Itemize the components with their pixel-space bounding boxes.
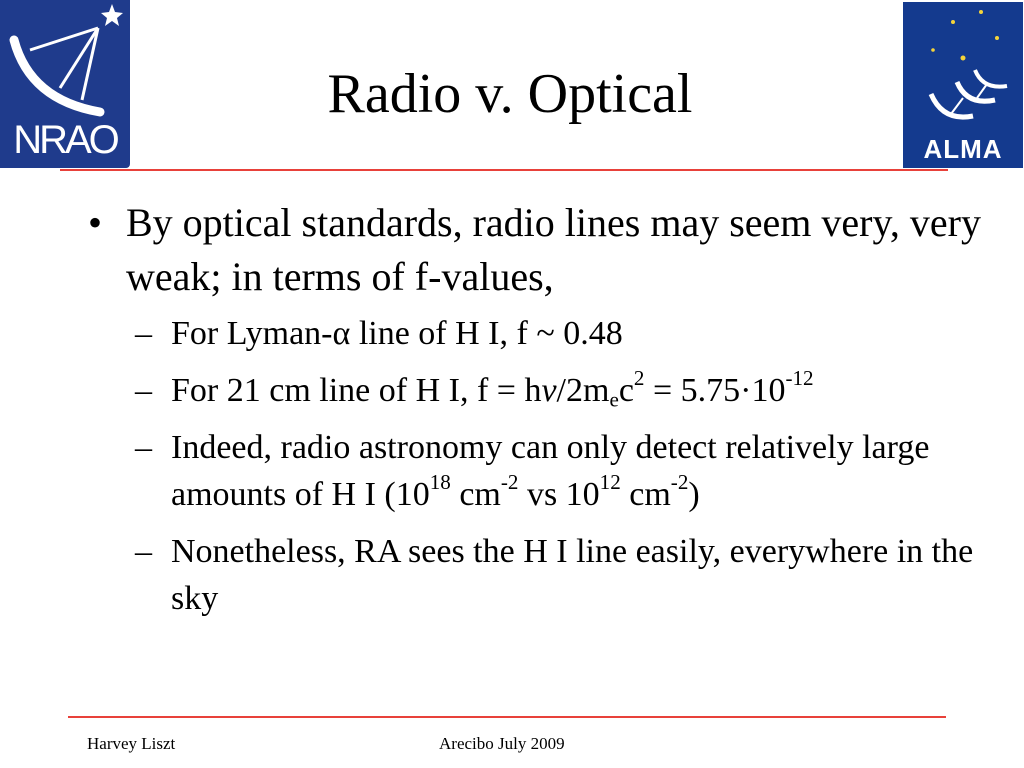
bullet-text: By optical standards, radio lines may seem very, very weak; in terms of f-values, [126, 200, 981, 299]
cm-unit: cm [620, 476, 671, 513]
sub-bullet-detect [88, 424, 988, 518]
nrao-logo [0, 0, 130, 168]
21cm-text-before: For 21 cm line of H I, f = h [171, 372, 542, 409]
title-divider [60, 169, 948, 171]
dash-marker: – [135, 533, 152, 570]
nonetheless-text: Nonetheless, RA sees the H I line easily, everywhere in the sky [171, 533, 974, 617]
exp-18: 18 [429, 470, 451, 495]
dash-marker: – [135, 315, 152, 352]
slide-content [88, 196, 988, 632]
electron-subscript: e [609, 387, 619, 412]
close-paren: ) [688, 476, 700, 513]
footer-divider [68, 716, 946, 718]
lyman-text-before: For Lyman- [171, 315, 333, 352]
alma-logo [903, 2, 1023, 168]
cm-unit: cm [450, 476, 501, 513]
bullet-marker: • [88, 200, 103, 245]
exp-neg2: -2 [500, 470, 519, 495]
squared-superscript: 2 [633, 366, 645, 391]
lyman-text-after: line of H I, f ~ 0.48 [350, 315, 623, 352]
sub-bullet-nonetheless [88, 528, 988, 622]
exp-12: 12 [599, 470, 621, 495]
f-value: = 5.75·10 [644, 372, 786, 409]
footer-author: Harvey Liszt [87, 734, 176, 753]
nu-symbol: ν [541, 372, 557, 409]
detect-text-before: Indeed, radio astronomy can only detect relatively large amounts of H I (10 [171, 429, 930, 513]
exponent-superscript: -12 [785, 366, 814, 391]
sub-bullet-lyman [88, 310, 988, 357]
sub-bullet-21cm [88, 367, 988, 414]
dash-marker: – [135, 429, 152, 466]
slash-2m: /2m [556, 372, 610, 409]
dash-marker: – [135, 372, 152, 409]
nrao-logo-text: NRAO [13, 118, 117, 162]
slide-title: Radio v. Optical [327, 63, 693, 125]
footer-event: Arecibo July 2009 [439, 734, 565, 753]
c-symbol: c [618, 372, 634, 409]
vs-text: vs 10 [518, 476, 600, 513]
alma-logo-text: ALMA [923, 134, 1003, 164]
alpha-symbol: α [332, 315, 351, 352]
bullet-item [88, 196, 988, 304]
exp-neg2: -2 [670, 470, 689, 495]
